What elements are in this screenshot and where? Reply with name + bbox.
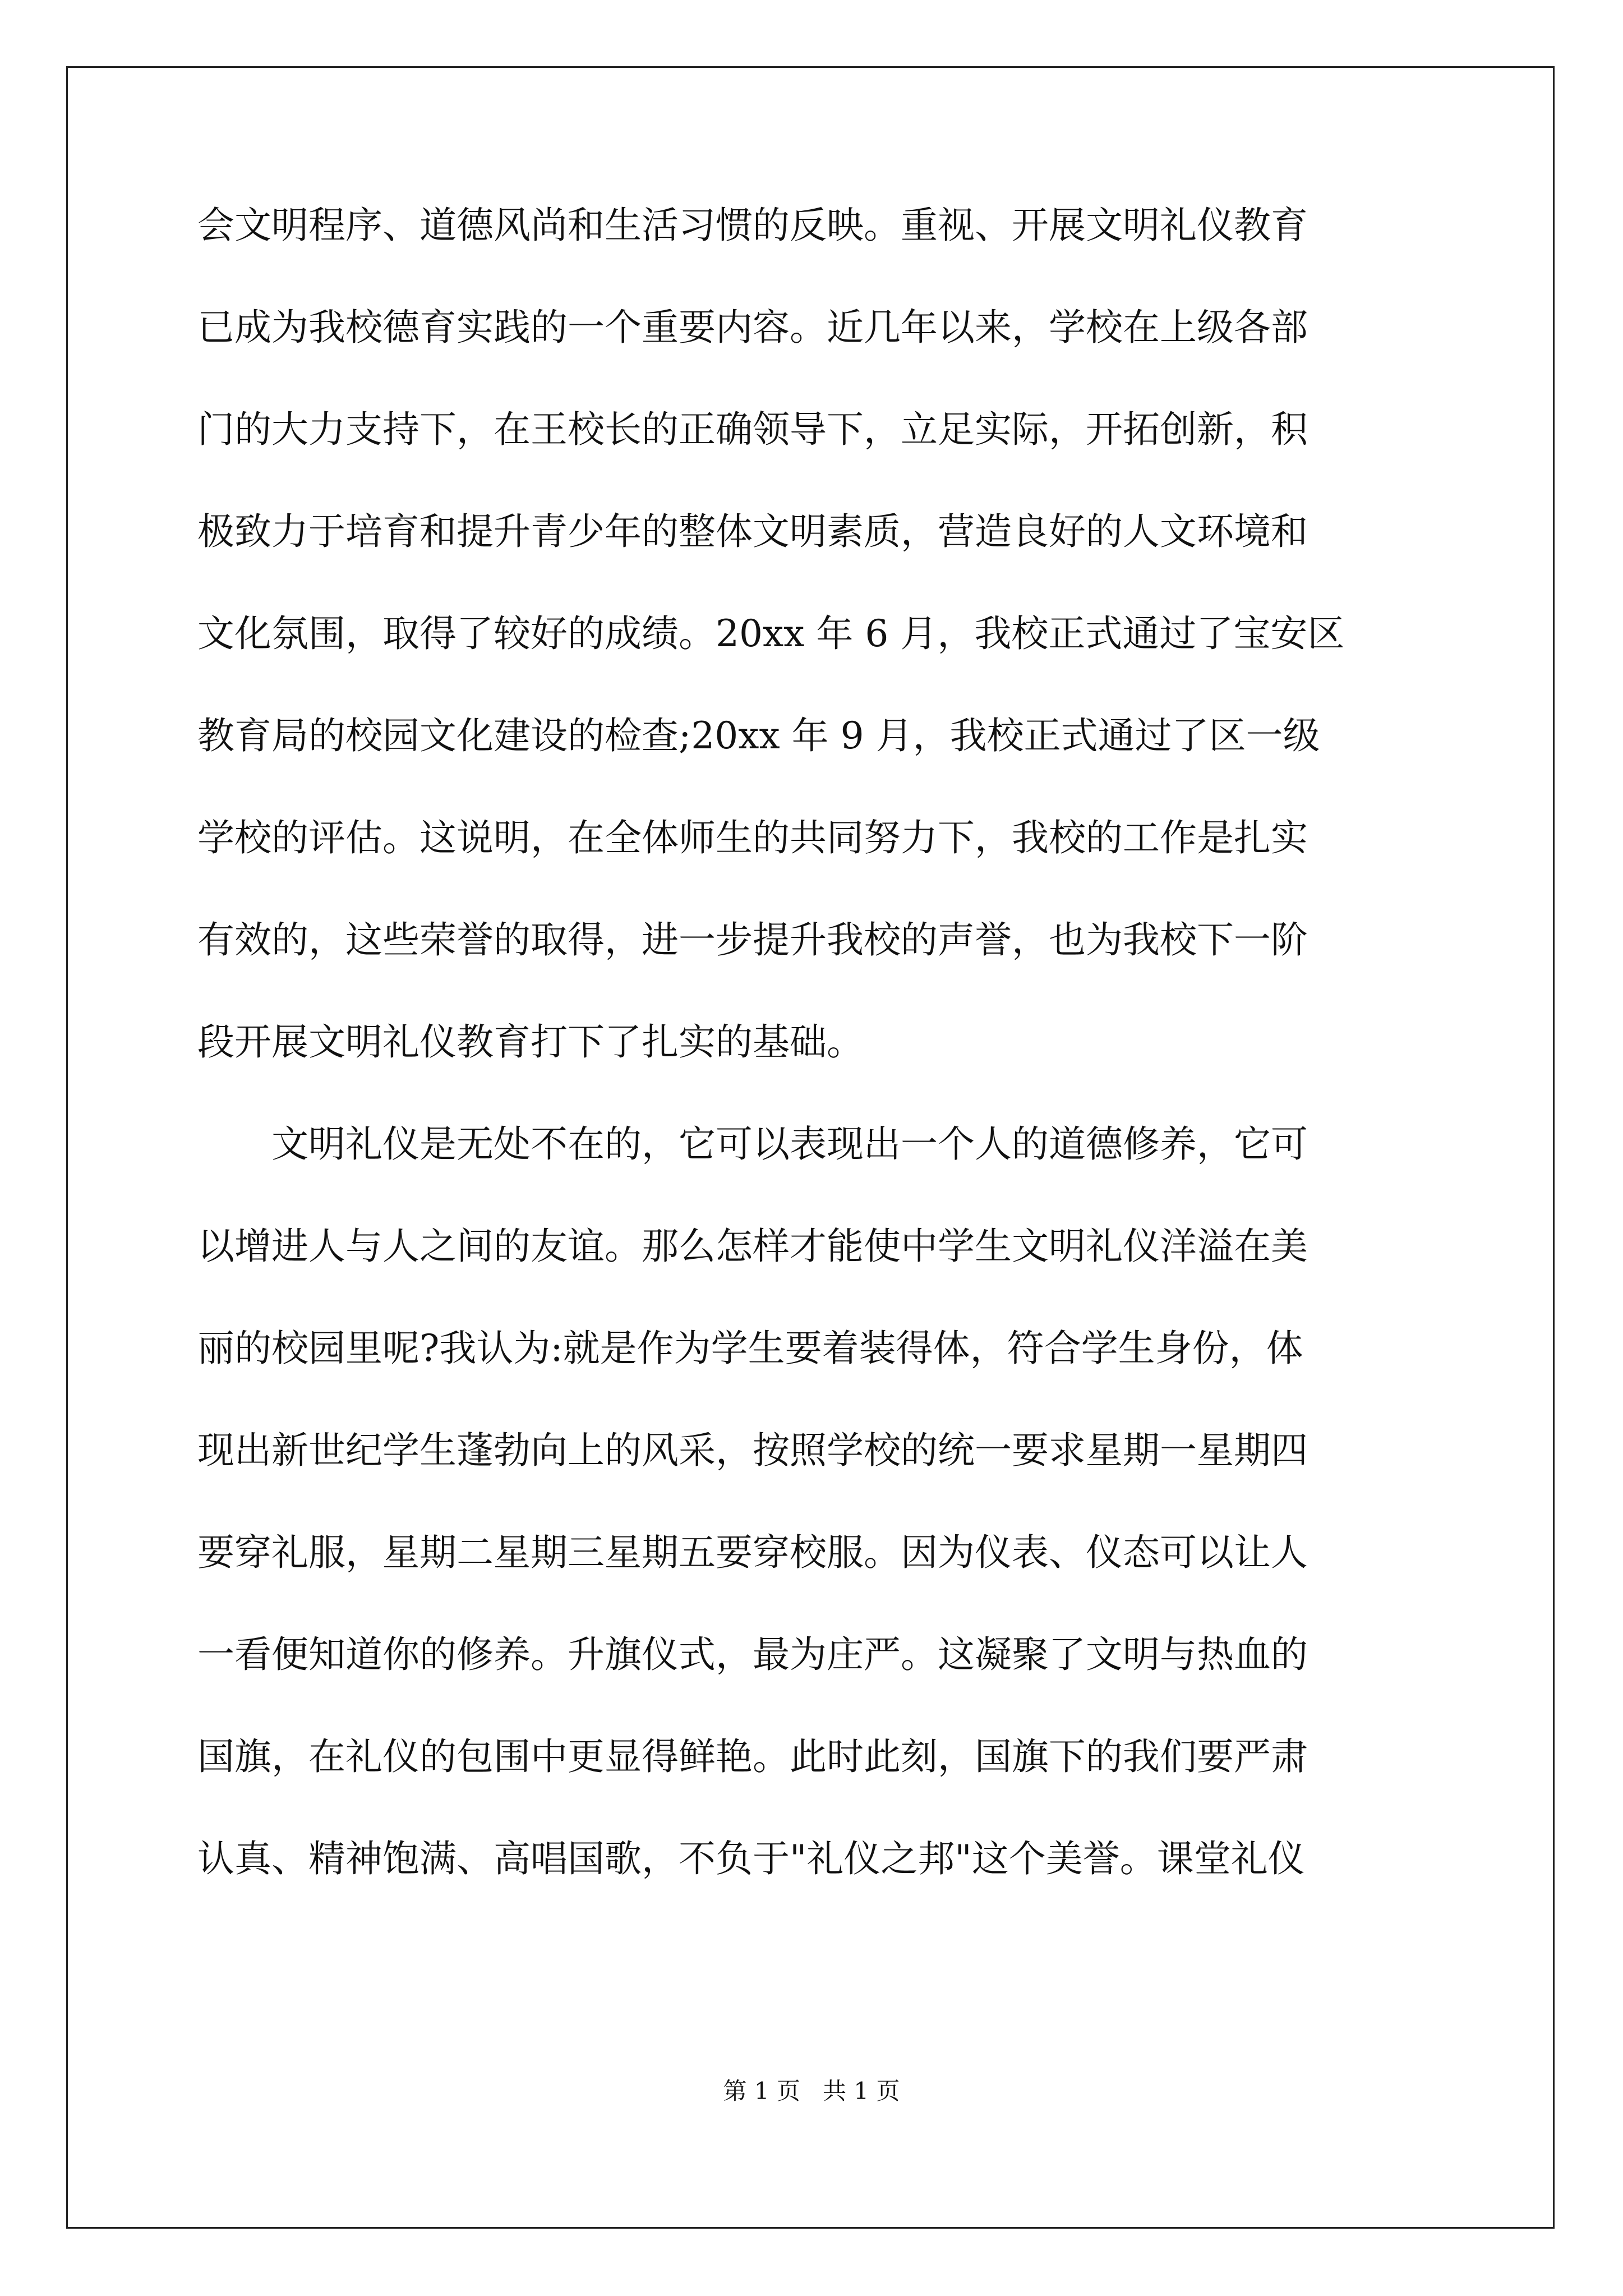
text-line: 已成为我校德育实践的一个重要内容。近几年以来，学校在上级各部	[197, 306, 1308, 349]
text-line: 以增进人与人之间的友谊。那么怎样才能使中学生文明礼仪洋溢在美	[197, 1225, 1308, 1268]
text-line: 学校的评估。这说明，在全体师生的共同努力下，我校的工作是扎实	[197, 816, 1308, 859]
text-line: 国旗，在礼仪的包围中更显得鲜艳。此时此刻，国旗下的我们要严肃	[197, 1735, 1308, 1778]
text-line: 丽的校园里呢?我认为:就是作为学生要着装得体，符合学生身份，体	[197, 1327, 1303, 1370]
page-total: 共 1 页	[823, 2077, 900, 2105]
text-line: 极致力于培育和提升青少年的整体文明素质，营造良好的人文环境和	[197, 510, 1308, 553]
text-line: 段开展文明礼仪教育打下了扎实的基础。	[197, 1020, 864, 1064]
text-line: 教育局的校园文化建设的检查;20xx 年 9 月，我校正式通过了区一级	[197, 714, 1320, 757]
page-footer	[0, 2076, 1623, 2107]
text-line: 会文明程序、道德风尚和生活习惯的反映。重视、开展文明礼仪教育	[197, 204, 1308, 247]
text-line: 现出新世纪学生蓬勃向上的风采，按照学校的统一要求星期一星期四	[197, 1429, 1308, 1472]
text-line: 门的大力支持下，在王校长的正确领导下，立足实际，开拓创新，积	[197, 408, 1308, 451]
text-line: 有效的，这些荣誉的取得，进一步提升我校的声誉，也为我校下一阶	[197, 918, 1308, 961]
text-line: 要穿礼服，星期二星期三星期五要穿校服。因为仪表、仪态可以让人	[197, 1531, 1308, 1574]
text-line: 文化氛围，取得了较好的成绩。20xx 年 6 月，我校正式通过了宝安区	[197, 612, 1345, 655]
text-line: 一看便知道你的修养。升旗仪式，最为庄严。这凝聚了文明与热血的	[197, 1633, 1308, 1676]
text-line: 认真、精神饱满、高唱国歌，不负于"礼仪之邦"这个美誉。课堂礼仪	[197, 1837, 1305, 1880]
page-number: 第 1 页	[723, 2077, 800, 2105]
text-line: 文明礼仪是无处不在的，它可以表现出一个人的道德修养，它可	[197, 1122, 1308, 1166]
